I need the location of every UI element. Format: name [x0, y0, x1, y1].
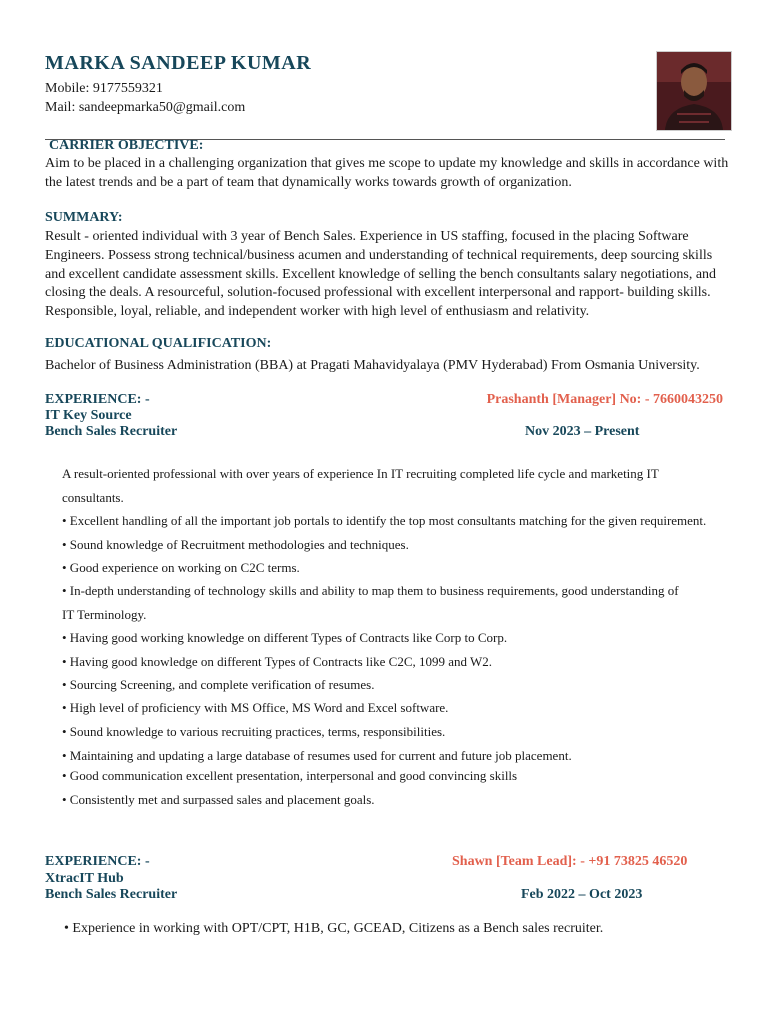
job-dates: Nov 2023 – Present [525, 424, 640, 439]
bullet-item: • High level of proficiency with MS Office, MS Word and Excel software. [62, 700, 449, 715]
candidate-name: MARKA SANDEEP KUMAR [45, 52, 312, 74]
summary-line: Engineers. Possess strong technical/business acumen and understanding of technical requirements, deep sourcing skills [45, 248, 713, 263]
summary-line: Responsible, loyal, reliable, and independent worker with high level of enthusiasm and relativity. [45, 304, 590, 319]
manager-contact: Prashanth [Manager] No: - 7660043250 [486, 392, 723, 407]
mobile-number: Mobile: 9177559321 [45, 81, 163, 96]
summary-line: and excellent candidate assessment skills. Excellent knowledge of selling the bench consultants salary negotiations, and [45, 267, 717, 282]
job-title: Bench Sales Recruiter [45, 887, 178, 902]
bullet-item: • Having good working knowledge on different Types of Contracts like Corp to Corp. [62, 630, 508, 645]
summary-line: closing the deals. A resourceful, solution-focused professional with excellent interpersonal and rapport- building skills. [45, 285, 711, 300]
education-text: Bachelor of Business Administration (BBA) at Pragati Mahavidyalaya (PMV Hyderabad) From Osmania University. [45, 358, 700, 373]
summary-heading: SUMMARY: [45, 210, 123, 225]
job-dates: Feb 2022 – Oct 2023 [521, 887, 643, 902]
bullet-item: • Sound knowledge to various recruiting practices, terms, responsibilities. [62, 724, 446, 739]
bullet-item: • Consistently met and surpassed sales and placement goals. [62, 792, 375, 807]
bullet-item: • Having good knowledge on different Types of Contracts like C2C, 1099 and W2. [62, 654, 493, 669]
bullet-item: • In-depth understanding of technology skills and ability to map them to business requirements, good understanding of [62, 583, 679, 598]
objective-line: Aim to be placed in a challenging organization that gives me scope to update my knowledge and skills in accordance with [45, 156, 729, 171]
company-name: IT Key Source [45, 408, 132, 423]
bullet-item: • Maintaining and updating a large database of resumes used for current and future job placement. [62, 748, 572, 763]
summary-line: Result - oriented individual with 3 year of Bench Sales. Experience in US staffing, focused in the placing Software [45, 229, 689, 244]
experience-intro: consultants. [62, 490, 124, 505]
experience-heading: EXPERIENCE: - [45, 392, 150, 407]
bullet-item: • Sourcing Screening, and complete verification of resumes. [62, 677, 375, 692]
email-address: Mail: sandeepmarka50@gmail.com [45, 100, 246, 115]
bullet-item: IT Terminology. [62, 607, 147, 622]
experience-heading: EXPERIENCE: - [45, 854, 150, 869]
job-title: Bench Sales Recruiter [45, 424, 178, 439]
bullet-item: • Experience in working with OPT/CPT, H1B, GC, GCEAD, Citizens as a Bench sales recruiter. [64, 921, 604, 936]
objective-heading: CARRIER OBJECTIVE: [49, 138, 204, 153]
objective-line: the latest trends and be a part of team that dynamically works towards growth of organization. [45, 175, 572, 190]
company-name: XtracIT Hub [45, 871, 124, 886]
team-lead-contact: Shawn [Team Lead]: - +91 73825 46520 [452, 854, 688, 869]
experience-intro: A result-oriented professional with over years of experience In IT recruiting completed life cycle and marketing IT [62, 466, 659, 481]
education-heading: EDUCATIONAL QUALIFICATION: [45, 336, 272, 351]
bullet-item: • Excellent handling of all the important job portals to identify the top most consultants matching for the given requirement. [62, 513, 707, 528]
bullet-item: • Sound knowledge of Recruitment methodologies and techniques. [62, 537, 409, 552]
bullet-item: • Good communication excellent presentation, interpersonal and good convincing skills [62, 768, 518, 783]
bullet-item: • Good experience on working on C2C terms. [62, 560, 300, 575]
profile-photo [656, 51, 732, 131]
